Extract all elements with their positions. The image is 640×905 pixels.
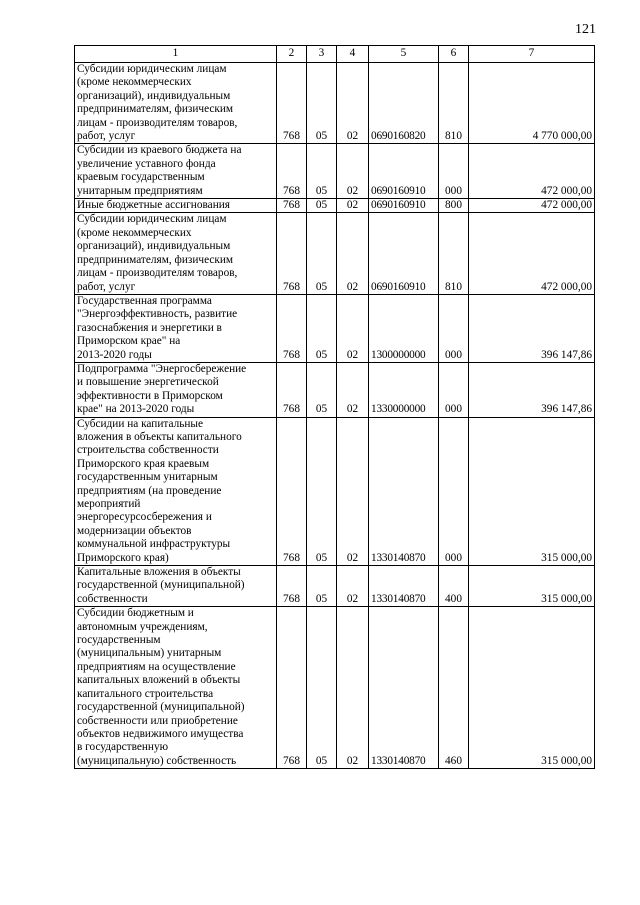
row-col3: 05 xyxy=(307,362,337,417)
row-description: Субсидии на капитальные вложения в объекты капитального строительства собственности Приморского края краевым государственным унитарным предприятиям (на проведение мероприятий энергоресурсосбережения и модернизации объектов коммунальной инфраструктуры Приморского края) xyxy=(75,417,277,565)
column-header: 7 xyxy=(469,46,595,63)
row-col3: 05 xyxy=(307,144,337,199)
row-description: Субсидии юридическим лицам (кроме некоммерческих организаций), индивидуальным предпринимателям, физическим лицам - производителям товаров, работ, услуг xyxy=(75,213,277,294)
row-col4: 02 xyxy=(337,63,369,144)
budget-table xyxy=(74,45,595,769)
row-code: 1330140870 xyxy=(369,607,439,769)
row-code: 0690160820 xyxy=(369,63,439,144)
row-amount: 472 000,00 xyxy=(469,213,595,294)
row-code: 1300000000 xyxy=(369,294,439,362)
table-row xyxy=(75,566,595,607)
row-col2: 768 xyxy=(277,417,307,565)
row-col4: 02 xyxy=(337,213,369,294)
page-number: 121 xyxy=(575,22,596,37)
row-type: 800 xyxy=(439,199,469,213)
row-col4: 02 xyxy=(337,417,369,565)
row-col2: 768 xyxy=(277,294,307,362)
table-row xyxy=(75,362,595,417)
table-row xyxy=(75,417,595,565)
row-type: 460 xyxy=(439,607,469,769)
row-col3: 05 xyxy=(307,294,337,362)
column-header: 5 xyxy=(369,46,439,63)
row-amount: 472 000,00 xyxy=(469,144,595,199)
row-type: 000 xyxy=(439,417,469,565)
row-type: 000 xyxy=(439,294,469,362)
row-type: 000 xyxy=(439,362,469,417)
row-code: 0690160910 xyxy=(369,199,439,213)
row-col3: 05 xyxy=(307,63,337,144)
row-code: 1330140870 xyxy=(369,417,439,565)
row-col4: 02 xyxy=(337,566,369,607)
row-col2: 768 xyxy=(277,607,307,769)
row-col4: 02 xyxy=(337,607,369,769)
table-row xyxy=(75,607,595,769)
row-amount: 315 000,00 xyxy=(469,566,595,607)
row-amount: 315 000,00 xyxy=(469,417,595,565)
column-header: 3 xyxy=(307,46,337,63)
row-code: 1330000000 xyxy=(369,362,439,417)
table-row xyxy=(75,213,595,294)
row-col2: 768 xyxy=(277,199,307,213)
row-col2: 768 xyxy=(277,362,307,417)
row-amount: 472 000,00 xyxy=(469,199,595,213)
row-amount: 396 147,86 xyxy=(469,362,595,417)
column-header: 1 xyxy=(75,46,277,63)
row-type: 000 xyxy=(439,144,469,199)
column-header: 4 xyxy=(337,46,369,63)
row-code: 1330140870 xyxy=(369,566,439,607)
row-col4: 02 xyxy=(337,294,369,362)
row-col3: 05 xyxy=(307,607,337,769)
row-amount: 396 147,86 xyxy=(469,294,595,362)
row-col3: 05 xyxy=(307,566,337,607)
row-col4: 02 xyxy=(337,144,369,199)
table-row xyxy=(75,63,595,144)
table-row xyxy=(75,199,595,213)
row-description: Иные бюджетные ассигнования xyxy=(75,199,277,213)
table-row xyxy=(75,144,595,199)
row-col3: 05 xyxy=(307,417,337,565)
row-col3: 05 xyxy=(307,213,337,294)
row-description: Субсидии из краевого бюджета на увеличение уставного фонда краевым государственным унитарным предприятиям xyxy=(75,144,277,199)
row-description: Государственная программа "Энергоэффективность, развитие газоснабжения и энергетики в Приморском крае" на 2013-2020 годы xyxy=(75,294,277,362)
row-type: 810 xyxy=(439,213,469,294)
row-col4: 02 xyxy=(337,199,369,213)
column-header: 6 xyxy=(439,46,469,63)
row-type: 400 xyxy=(439,566,469,607)
row-amount: 315 000,00 xyxy=(469,607,595,769)
row-description: Субсидии бюджетным и автономным учреждениям, государственным (муниципальным) унитарным предприятиям на осуществление капитальных вложений в объекты капитального строительства государственной (муниципальной) собственности или приобретение объектов недвижимого имущества в государственную (муниципальную) собственность xyxy=(75,607,277,769)
table-row xyxy=(75,294,595,362)
header-row xyxy=(75,46,595,63)
row-col2: 768 xyxy=(277,63,307,144)
row-col2: 768 xyxy=(277,144,307,199)
row-type: 810 xyxy=(439,63,469,144)
row-description: Субсидии юридическим лицам (кроме некоммерческих организаций), индивидуальным предпринимателям, физическим лицам - производителям товаров, работ, услуг xyxy=(75,63,277,144)
row-col2: 768 xyxy=(277,213,307,294)
row-code: 0690160910 xyxy=(369,144,439,199)
column-header: 2 xyxy=(277,46,307,63)
row-col3: 05 xyxy=(307,199,337,213)
row-col2: 768 xyxy=(277,566,307,607)
row-col4: 02 xyxy=(337,362,369,417)
row-code: 0690160910 xyxy=(369,213,439,294)
row-description: Подпрограмма "Энергосбережение и повышение энергетической эффективности в Приморском крае" на 2013-2020 годы xyxy=(75,362,277,417)
row-amount: 4 770 000,00 xyxy=(469,63,595,144)
row-description: Капитальные вложения в объекты государственной (муниципальной) собственности xyxy=(75,566,277,607)
